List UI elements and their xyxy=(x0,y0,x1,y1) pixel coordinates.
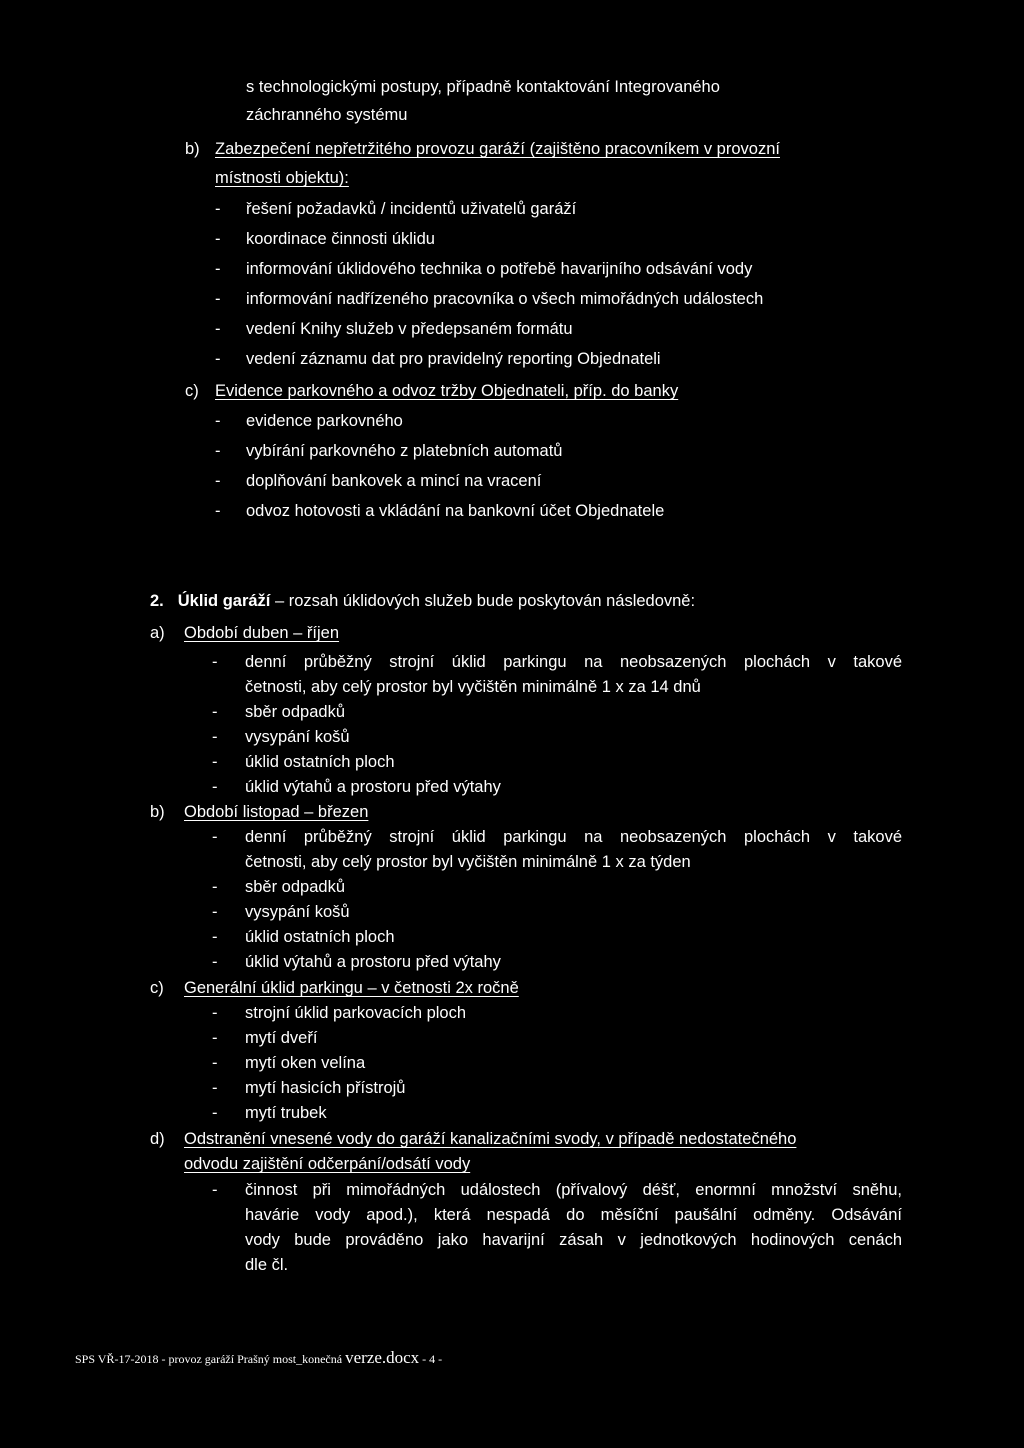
list-item: úklid ostatních ploch xyxy=(245,928,395,946)
section-heading: Období duben – říjen xyxy=(184,624,340,642)
dash-marker: - xyxy=(215,290,221,308)
list-marker: a) xyxy=(150,624,165,642)
list-item: řešení požadavků / incidentů uživatelů garáží xyxy=(246,200,577,218)
dash-marker: - xyxy=(212,1079,218,1097)
dash-marker: - xyxy=(215,230,221,248)
list-item-continuation: četnosti, aby celý prostor byl vyčištěn minimálně 1 x za 14 dnů xyxy=(245,678,701,696)
dash-marker: - xyxy=(215,350,221,368)
list-marker: c) xyxy=(150,979,164,997)
footer-file-ext: verze.docx xyxy=(345,1348,420,1367)
page-footer xyxy=(75,1349,442,1368)
dash-marker: - xyxy=(212,903,218,921)
list-item: vysypání košů xyxy=(245,728,350,746)
list-item: úklid výtahů a prostoru před výtahy xyxy=(245,953,501,971)
dash-marker: - xyxy=(212,778,218,796)
footer-page-number: - 4 - xyxy=(419,1352,443,1366)
list-item: mytí dveří xyxy=(245,1029,318,1047)
list-marker: b) xyxy=(150,803,165,821)
dash-marker: - xyxy=(212,1054,218,1072)
text-line: záchranného systému xyxy=(246,106,408,124)
dash-marker: - xyxy=(212,753,218,771)
list-item: vybírání parkovného z platebních automatů xyxy=(246,442,563,460)
list-item: vedení Knihy služeb v předepsaném formátu xyxy=(246,320,573,338)
dash-marker: - xyxy=(212,928,218,946)
list-item: úklid ostatních ploch xyxy=(245,753,395,771)
dash-marker: - xyxy=(215,442,221,460)
dash-marker: - xyxy=(212,1181,218,1199)
dash-marker: - xyxy=(212,878,218,896)
list-item-continuation: vody bude prováděno jako havarijní zásah v jednotkových hodinových cenách xyxy=(245,1231,902,1249)
dash-marker: - xyxy=(215,200,221,218)
dash-marker: - xyxy=(212,953,218,971)
dash-marker: - xyxy=(215,412,221,430)
list-item-continuation: havárie vody apod.), která nespadá do měsíční paušální odměny. Odsávání xyxy=(245,1206,902,1224)
section-heading: Generální úklid parkingu – v četnosti 2x ročně xyxy=(184,979,519,997)
dash-marker: - xyxy=(215,472,221,490)
list-item: vedení záznamu dat pro pravidelný reporting Objednateli xyxy=(246,350,661,368)
list-item: vysypání košů xyxy=(245,903,350,921)
text-line: s technologickými postupy, případně kontaktování Integrovaného xyxy=(246,78,720,96)
footer-doc-name: SPS VŘ-17-2018 - provoz garáží Prašný most_konečná xyxy=(75,1352,346,1366)
section-title xyxy=(150,590,695,612)
dash-marker: - xyxy=(212,1029,218,1047)
dash-marker: - xyxy=(212,653,218,671)
list-item: denní průběžný strojní úklid parkingu na neobsazených plochách v takové xyxy=(245,828,902,846)
list-item: denní průběžný strojní úklid parkingu na neobsazených plochách v takové xyxy=(245,653,902,671)
list-item: informování úklidového technika o potřebě havarijního odsávání vody xyxy=(246,260,753,278)
list-item: evidence parkovného xyxy=(246,412,403,430)
section-heading: Zabezpečení nepřetržitého provozu garáží (zajištěno pracovníkem v provozní xyxy=(215,140,780,158)
list-item-continuation: dle čl. xyxy=(245,1256,289,1274)
list-item: sběr odpadků xyxy=(245,878,345,896)
dash-marker: - xyxy=(212,728,218,746)
list-item: odvoz hotovosti a vkládání na bankovní účet Objednatele xyxy=(246,502,665,520)
dash-marker: - xyxy=(215,320,221,338)
section-heading: Evidence parkovného a odvoz tržby Objednateli, příp. do banky xyxy=(215,382,679,400)
list-item: sběr odpadků xyxy=(245,703,345,721)
section-heading: místnosti objektu): xyxy=(215,169,349,187)
list-item: mytí hasicích přístrojů xyxy=(245,1079,406,1097)
list-item: činnost při mimořádných událostech (přívalový déšť, enormní množství sněhu, xyxy=(245,1181,902,1199)
list-item: úklid výtahů a prostoru před výtahy xyxy=(245,778,501,796)
dash-marker: - xyxy=(215,502,221,520)
section-title-text: Úklid garáží xyxy=(177,592,271,610)
dash-marker: - xyxy=(212,828,218,846)
list-item: strojní úklid parkovacích ploch xyxy=(245,1004,467,1022)
section-intro: – rozsah úklidových služeb bude poskytován následovně: xyxy=(270,592,696,610)
dash-marker: - xyxy=(212,1104,218,1122)
list-item-continuation: četnosti, aby celý prostor byl vyčištěn minimálně 1 x za týden xyxy=(245,853,691,871)
section-heading: Odstranění vnesené vody do garáží kanalizačními svody, v případě nedostatečného xyxy=(184,1130,797,1148)
list-item: koordinace činnosti úklidu xyxy=(246,230,435,248)
list-item: informování nadřízeného pracovníka o všech mimořádných událostech xyxy=(246,290,764,308)
section-heading: Období listopad – březen xyxy=(184,803,369,821)
dash-marker: - xyxy=(212,703,218,721)
dash-marker: - xyxy=(215,260,221,278)
list-marker: b) xyxy=(185,140,200,158)
list-marker: c) xyxy=(185,382,199,400)
list-item: mytí oken velína xyxy=(245,1054,366,1072)
section-heading: odvodu zajištění odčerpání/odsátí vody xyxy=(184,1155,471,1173)
list-marker: d) xyxy=(150,1130,165,1148)
section-number: 2. xyxy=(150,592,164,610)
dash-marker: - xyxy=(212,1004,218,1022)
list-item: mytí trubek xyxy=(245,1104,327,1122)
list-item: doplňování bankovek a mincí na vracení xyxy=(246,472,542,490)
